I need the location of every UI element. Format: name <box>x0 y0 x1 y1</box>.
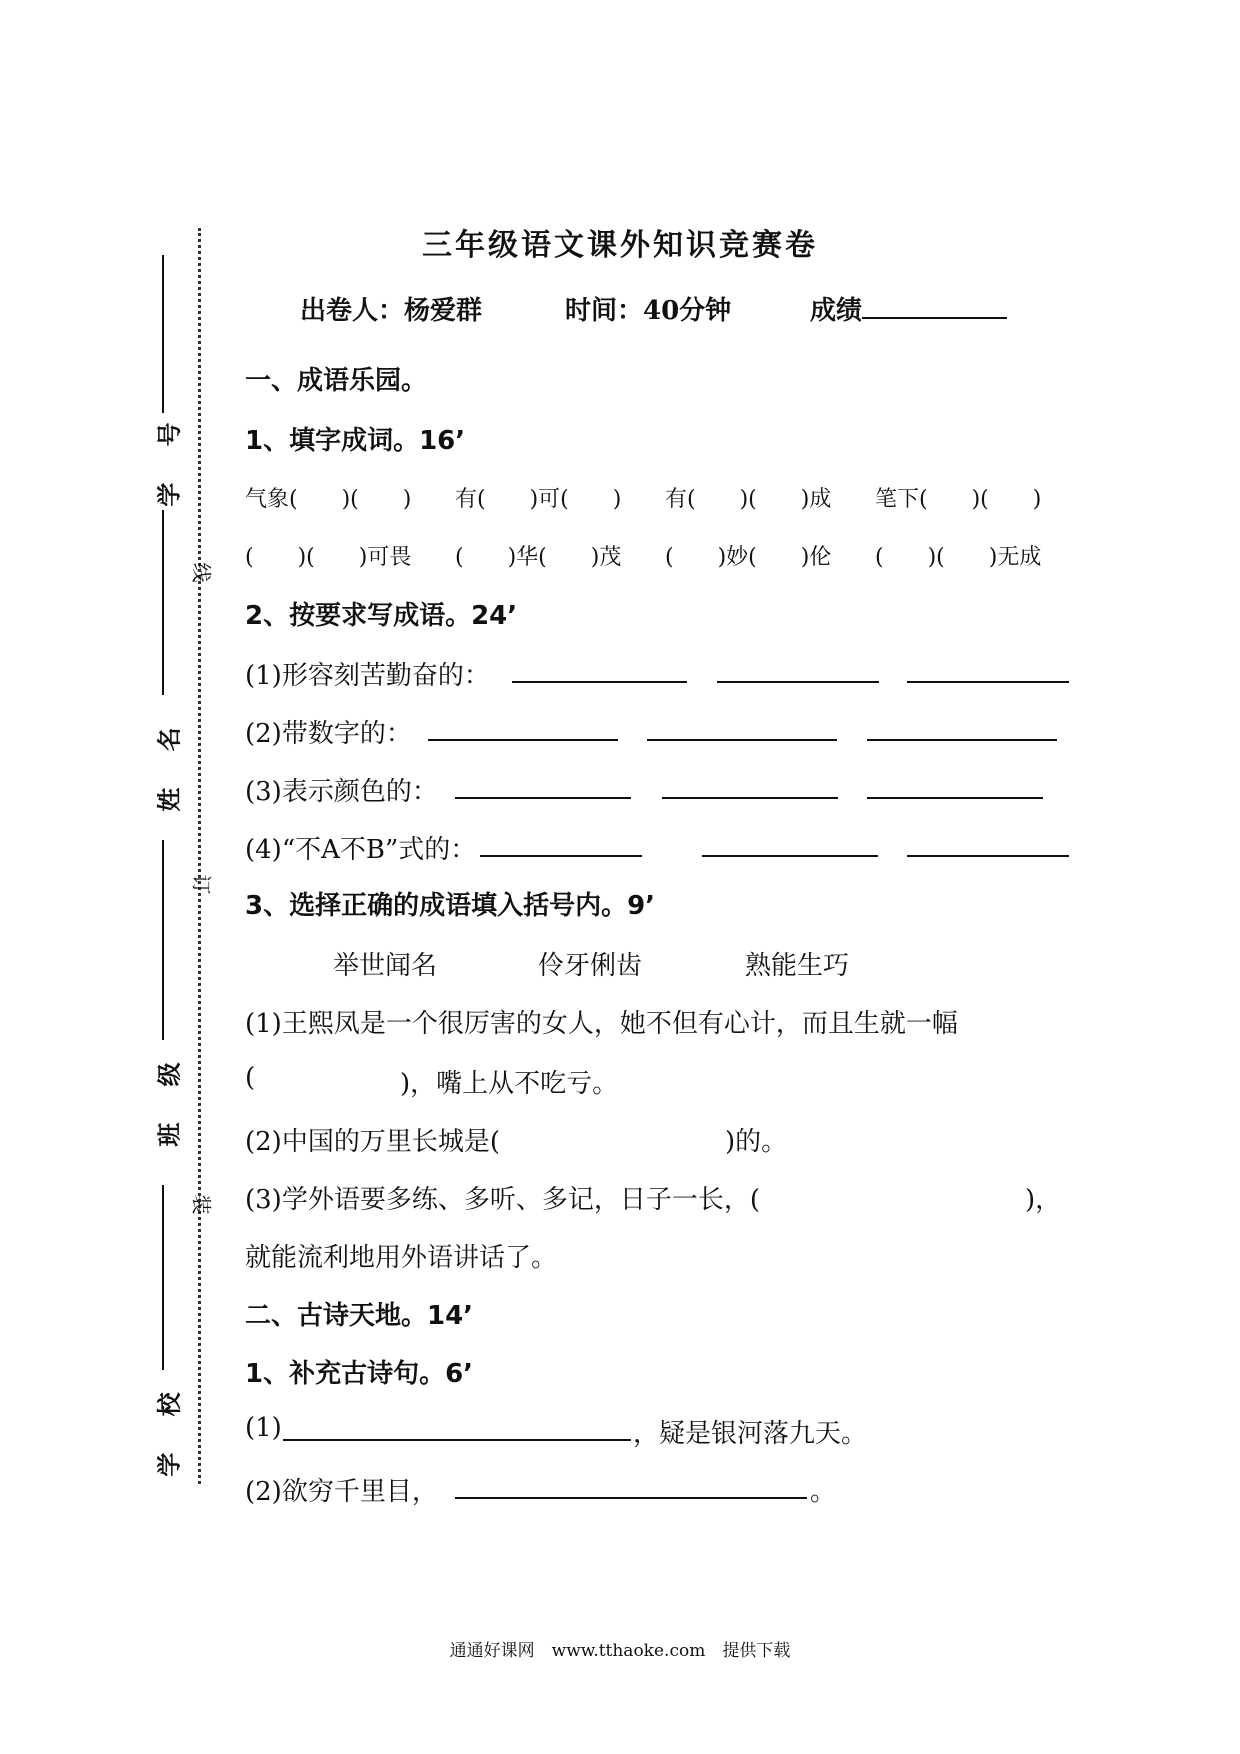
q2-item-1-blank-3[interactable] <box>907 655 1069 683</box>
q3-sentence-1a: (1)王熙凤是一个很厉害的女人，她不但有心计，而且生就一幅 <box>245 1009 958 1039</box>
q2-item-2-label: (2)带数字的： <box>245 719 412 749</box>
name-label: 姓 名 <box>155 713 184 812</box>
exam-title: 三年级语文课外知识竞赛卷 <box>422 228 818 263</box>
class-label: 班 级 <box>155 1048 184 1147</box>
exam-time: 时间：40分钟 <box>565 296 732 326</box>
q3-sentence-2-pre: (2)中国的万里长城是( <box>245 1127 500 1157</box>
cut-mark-line: 线 <box>189 562 214 583</box>
cut-mark-staple: 订 <box>189 874 214 895</box>
student-id-label: 学 号 <box>155 408 184 507</box>
q3-sentence-3-post: )， <box>1025 1185 1062 1215</box>
q3-sentence-1-close: )，嘴上从不吃亏。 <box>400 1069 619 1099</box>
q2-title: 2、按要求写成语。24’ <box>245 601 518 631</box>
score-label: 成绩 <box>810 296 863 326</box>
q3-option-2: 伶牙俐齿 <box>538 951 643 981</box>
q3-sentence-3-pre: (3)学外语要多练、多听、多记，日子一长，( <box>245 1185 760 1215</box>
section1-title: 一、成语乐园。 <box>245 366 428 396</box>
q2-item-3-blank-1[interactable] <box>455 771 631 799</box>
name-line <box>162 510 164 695</box>
q3-title: 3、选择正确的成语填入括号内。9’ <box>245 891 656 921</box>
q2-item-3-label: (3)表示颜色的： <box>245 777 438 807</box>
q2-item-2-blank-3[interactable] <box>867 713 1057 741</box>
q3-option-1: 举世闻名 <box>333 951 438 981</box>
q2-item-1-blank-2[interactable] <box>717 655 879 683</box>
section2-title: 二、古诗天地。14’ <box>245 1301 474 1331</box>
footer-credit: 通通好课网 www.tthaoke.com 提供下载 <box>449 1641 791 1661</box>
q1-item-1[interactable]: 气象( )( ) <box>245 487 412 512</box>
q2-item-4-blank-3[interactable] <box>907 829 1069 857</box>
q2-item-1 <box>245 655 490 692</box>
q2-item-3-blank-2[interactable] <box>662 771 838 799</box>
school-label: 学 校 <box>155 1378 184 1477</box>
school-line <box>162 1185 164 1370</box>
q2-item-1-blank-1[interactable] <box>512 655 687 683</box>
q1-title: 1、填字成词。16’ <box>245 426 466 456</box>
class-line <box>162 840 164 1040</box>
score-blank[interactable] <box>862 291 1007 319</box>
q2-item-4-blank-2[interactable] <box>702 829 878 857</box>
q1-item-8[interactable]: ( )( )无成 <box>875 545 1042 570</box>
student-id-line <box>162 255 164 413</box>
cut-mark-bind: 装 <box>189 1194 214 1215</box>
q2-item-4-label: (4)“不A不B”式的： <box>245 835 477 865</box>
q2-item-3-blank-3[interactable] <box>867 771 1043 799</box>
binding-dotted-line <box>198 228 201 1484</box>
q1-item-2[interactable]: 有( )可( ) <box>455 487 622 512</box>
q1-item-5[interactable]: ( )( )可畏 <box>245 545 412 570</box>
poem-line-2-post: 。 <box>810 1477 837 1507</box>
q2-item-2-blank-2[interactable] <box>647 713 837 741</box>
q2-item-1-label: (1)形容刻苦勤奋的： <box>245 661 490 691</box>
poem-line-1-blank[interactable] <box>283 1413 631 1441</box>
q2-item-2-blank-1[interactable] <box>428 713 618 741</box>
q2-item-4-blank-1[interactable] <box>480 829 642 857</box>
exam-author: 出卷人：杨爱群 <box>300 296 483 326</box>
q3-sentence-2-post: )的。 <box>725 1127 788 1157</box>
score-field[interactable] <box>810 290 1007 327</box>
poem-line-1-pre: (1) <box>245 1413 282 1443</box>
q1-item-3[interactable]: 有( )( )成 <box>665 487 832 512</box>
q1-item-4[interactable]: 笔下( )( ) <box>875 487 1042 512</box>
q1-item-6[interactable]: ( )华( )茂 <box>455 545 622 570</box>
poem-line-1-post: ，疑是银河落九天。 <box>633 1419 868 1449</box>
q3-sentence-1-open: ( <box>245 1063 256 1093</box>
poem-line-2-pre: (2)欲穷千里目， <box>245 1477 438 1507</box>
s2-q1-title: 1、补充古诗句。6’ <box>245 1359 474 1389</box>
poem-line-2-blank[interactable] <box>455 1471 807 1499</box>
q3-sentence-3b: 就能流利地用外语讲话了。 <box>245 1243 558 1273</box>
q3-option-3: 熟能生巧 <box>745 951 850 981</box>
q1-item-7[interactable]: ( )妙( )伦 <box>665 545 832 570</box>
